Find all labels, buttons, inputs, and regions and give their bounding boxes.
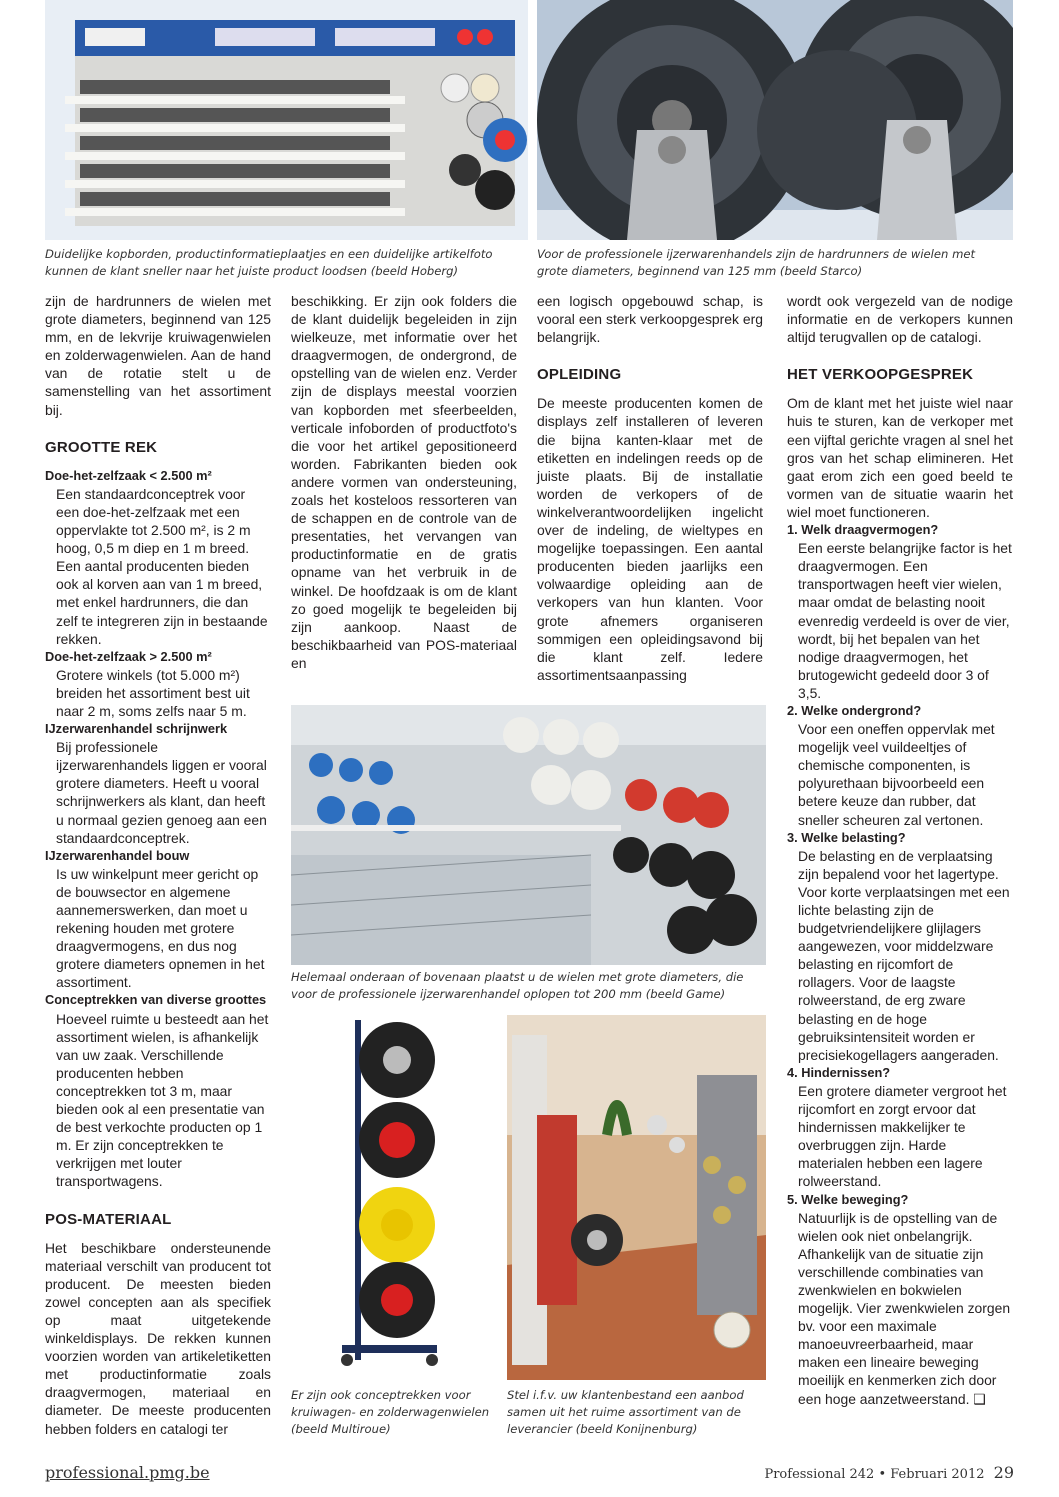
col4-intro: wordt ook vergezeld van de nodige informatie en de verkopers kunnen altijd terugvallen op de catalogi.: [787, 293, 1013, 346]
column-3: [537, 292, 763, 684]
col3-intro: een logisch opgebouwd schap, is vooral een sterk verkoopgesprek erg belangrijk.: [537, 293, 763, 346]
question-2: 2. Welke ondergrond?: [787, 702, 922, 718]
photo-multiroue-rack: [327, 1015, 447, 1380]
subhead-schrijnwerk: IJzerwarenhandel schrijnwerk: [45, 721, 228, 737]
heading-verkoopgesprek: HET VERKOOPGESPREK: [787, 366, 974, 384]
text-opleiding: De meeste producenten komen de displays zelf installeren of leveren die bijna kanten-klaar met de etiketten en indelingen reeds op de juiste plaats. Bij de installatie worden de verkopers of de winkelverantwoordelijken ingelicht over de indeling, de wieltypes en mogelijke toepassingen. Een aantal producenten bieden jaarlijks een volwaardige opleiding aan de verkopers van hun klanten. Voor grote afnemers organiseren sommigen een opleidingsavond bij die klant zelf. Iedere assortimentsaanpassing: [537, 395, 763, 683]
question-5: 5. Welke beweging?: [787, 1191, 909, 1207]
question-4: 4. Hindernissen?: [787, 1064, 891, 1080]
footer-issue: Professional 242 • Februari 2012: [764, 1467, 985, 1482]
col1-intro: zijn de hardrunners de wielen met grote diameters, beginnend van 125 mm, en de lekvrije kruiwagenwielen en zolderwagenwielen. Aan de hand van de rotatie stelt u de samenstelling van het assortiment bij.: [45, 293, 271, 418]
subhead-conceptrekken: Conceptrekken van diverse groottes: [45, 992, 267, 1008]
heading-grootte-rek: GROOTTE REK: [45, 438, 158, 456]
text-pos-materiaal: Het beschikbare ondersteunende materiaal verschilt van producent tot producent. De meesten bieden zowel concepten aan als specifiek op maat uitgetekende winkeldisplays. De rekken kunnen voorzien worden van artikeletiketten met productinformatie zoals draagvermogen, materiaal en diameter. De meeste producenten hebben folders en catalogi ter: [45, 1239, 271, 1437]
question-3: 3. Welke belasting?: [787, 829, 906, 845]
text-dhz-large: Grotere winkels (tot 5.000 m²) breiden het assortiment best uit naar 2 m, soms zelfs naar 5 m.: [56, 666, 250, 719]
photo-hoberg-display: [45, 0, 528, 240]
text-schrijnwerk: Bij professionele ijzerwarenhandels liggen er vooral grotere diameters. Heeft u vooral schrijnwerkers als klant, dan heeft u normaal gezien genoeg aan een standaardconceptrek.: [56, 739, 267, 846]
question-1: 1. Welk draagvermogen?: [787, 522, 939, 538]
col2-text: beschikking. Er zijn ook folders die de klant duidelijk begeleiden in zijn wielkeuze, met informatie over het draagvermogen, de ondergrond, de opstelling van de wielen enz. Verder zijn de displays meestal voorzien van kopborden met sfeerbeelden, verticale infoborden of productfoto's die voor het artikel gepositioneerd worden. Fabrikanten bieden ook andere vormen van ondersteuning, zoals het kosteloos ressorteren van de schappen en de controle van de presentaties, het vervangen van productinformatie en de gratis opname van het verbruik in de winkel. De hoofdzaak is om de klant zo goed mogelijk te begeleiden bij zijn aankoop. Naast de beschikbaarheid van POS-materiaal en: [291, 293, 517, 671]
answer-5: Natuurlijk is de opstelling van de wielen ook niet onbelangrijk. Afhankelijk van de situatie zijn verschillende combinaties van zwenkwielen en bokwielen mogelijk. Vier zwenkwielen zorgen bv. voor een maximale manoeuvreerbaarheid, maar maken een lineaire beweging moeilijk en kenmerken zich door een hoge aanzetweerstand. ❑: [798, 1209, 1011, 1407]
answer-4: Een grotere diameter vergroot het rijcomfort en zorgt ervoor dat hindernissen makkelijker te overbruggen zijn. Harde materialen hebben een lagere rolweerstand.: [798, 1082, 1007, 1190]
caption-multiroue: Er zijn ook conceptrekken voor kruiwagen- en zolderwagenwielen (beeld Multiroue): [291, 1388, 490, 1436]
heading-opleiding: OPLEIDING: [537, 366, 622, 384]
subhead-bouw: IJzerwarenhandel bouw: [45, 847, 190, 863]
photo-game-shelf: [291, 705, 766, 965]
text-dhz-small: Een standaardconceptrek voor een doe-het-zelfzaak met een oppervlakte tot 2.500 m², is 2 m hoog, 0,5 m diep en 1 m breed. Een aantal producenten bieden ook al korven aan van 1 m breed, met enkel hardrunners, die dan zelf te integreren zijn in bestaande rekken.: [56, 485, 268, 647]
column-4: [787, 292, 1013, 1408]
answer-1: Een eerste belangrijke factor is het draagvermogen. Een transportwagen heeft vier wielen, maar omdat de belasting nooit evenredig verdeeld is over de vier, wordt, bij het bepalen van het nodige draagvermogen, het brutogewicht gedeeld door 3 of 3,5.: [798, 540, 1012, 701]
caption-game: Helemaal onderaan of bovenaan plaatst u de wielen met grote diameters, die voor de professionele ijzerwarenhandel oplopen tot 200 mm (beeld Game): [291, 970, 744, 1001]
photo-starco-wheels: [537, 0, 1013, 240]
caption-konijnenburg: Stel i.f.v. uw klantenbestand een aanbod samen uit het ruime assortiment van de leverancier (beeld Konijnenburg): [507, 1388, 744, 1436]
answer-2: Voor een oneffen oppervlak met mogelijk veel vuildeeltjes of chemische componenten, is polyurethaan bijvoorbeeld een betere keuze dan rubber, dat sneller scheuren zal vertonen.: [798, 721, 995, 828]
column-2: [291, 292, 517, 672]
caption-starco: Voor de professionele ijzerwarenhandels zijn de hardrunners de wielen met grote diameters, beginnend van 125 mm (beeld Starco): [537, 247, 976, 278]
footer-website-link[interactable]: professional.pmg.be: [45, 1463, 210, 1482]
answer-3: De belasting en de verplaatsing zijn bepalend voor het lagertype. Voor korte verplaatsingen met een lichte belasting zijn de budgetvriendelijkere glijlagers aangewezen, voor middelzware belasting en rijcomfort de rollagers. Voor de laagste rolweerstand, de erg zware belasting en de hoge gebruiksintensiteit worden er precisiekogellagers aangeraden.: [798, 847, 1010, 1063]
text-conceptrekken: Hoeveel ruimte u besteedt aan het assortiment wielen, is afhankelijk van uw zaak. Verschillende producenten hebben conceptrekken tot 3 m, maar bieden ook al een presentatie van de best verkochte producten op 1 m. Er zijn conceptrekken te verkrijgen met louter transportwagens.: [56, 1010, 269, 1190]
text-verkoopgesprek: Om de klant met het juiste wiel naar huis te sturen, kan de verkoper met een vijftal gerichte vragen al snel het gros van het schap elimineren. Het gaat erom zich een goed beeld te vormen van de situatie waarin het wiel moet functioneren.: [787, 395, 1013, 520]
photo-konijnenburg-showroom: [507, 1015, 766, 1380]
caption-hoberg: Duidelijke kopborden, productinformatieplaatjes en een duidelijke artikelfoto kunnen de klant sneller naar het juiste product loodsen (beeld Hoberg): [45, 247, 493, 278]
column-1: [45, 292, 271, 1438]
text-bouw: Is uw winkelpunt meer gericht op de bouwsector en algemene aannemerswerken, dan moet u rekening houden met grotere draagvermogens, en dus nog grotere diameters opnemen in het assortiment.: [56, 865, 265, 991]
subhead-dhz-small: Doe-het-zelfzaak < 2.500 m²: [45, 467, 212, 483]
heading-pos-materiaal: POS-MATERIAAL: [45, 1210, 172, 1228]
page-number: 29: [993, 1463, 1014, 1482]
subhead-dhz-large: Doe-het-zelfzaak > 2.500 m²: [45, 648, 212, 664]
footer-issue-info: [764, 1463, 1014, 1482]
